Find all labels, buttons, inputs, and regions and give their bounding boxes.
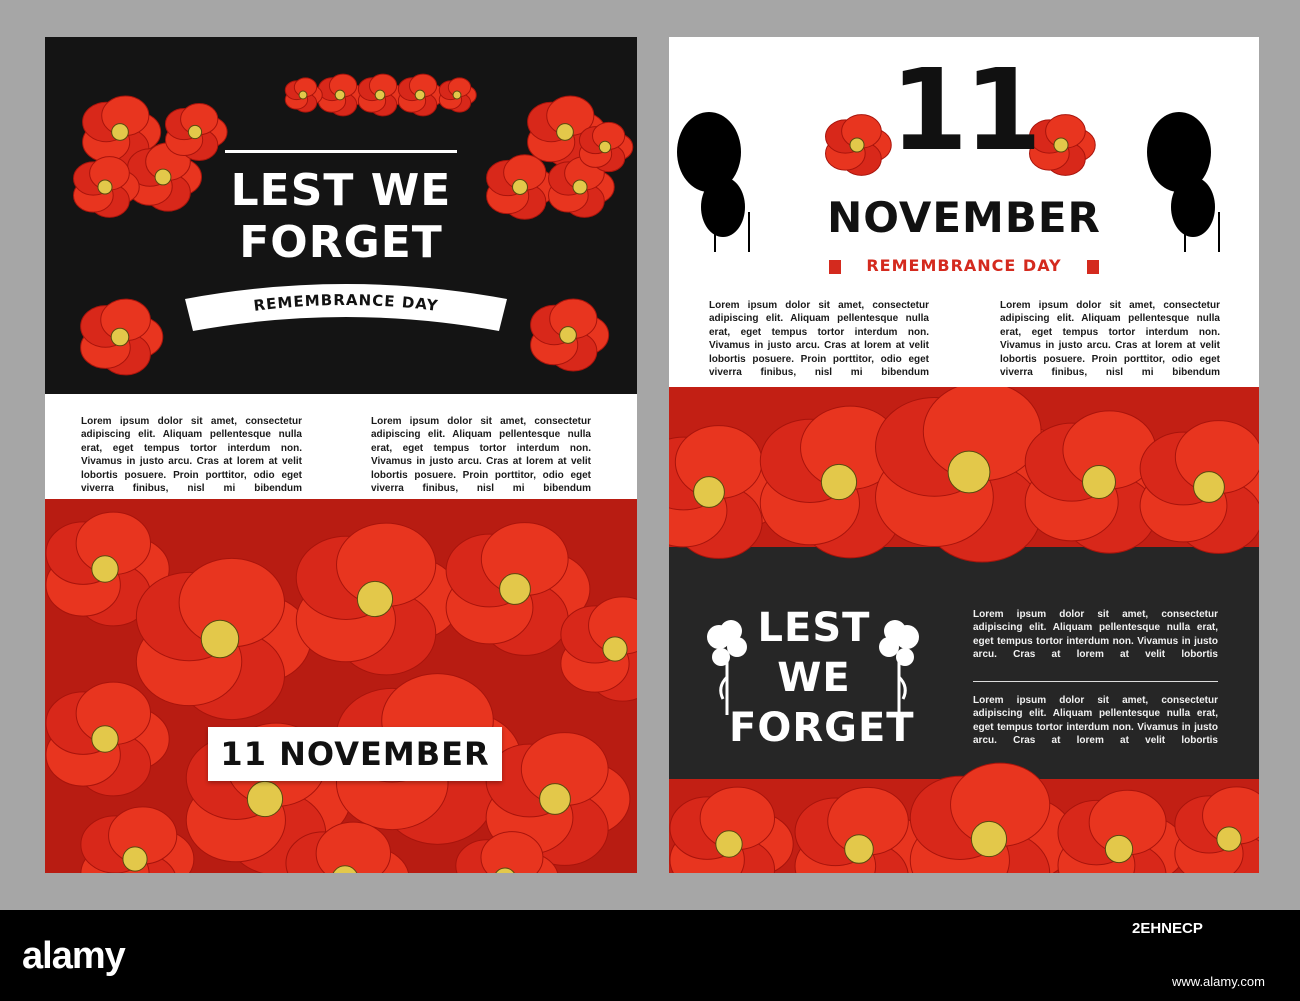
stock-url: www.alamy.com [1172, 974, 1265, 989]
paragraph-2: Lorem ipsum dolor sit amet, consectetur adipiscing elit. Aliquam pellentesque nulla erat, eget tempus tortor interdum non. Vivamus in justo arcu. Cras at lorem at velit lobortis posuere. Proin porttitor, odio eget viverra finibus, nisl mi bibendum [1000, 300, 1220, 379]
poppy-flower [531, 299, 609, 371]
poppy-flower [165, 104, 227, 161]
ribbon-text: REMEMBRANCE DAY [252, 290, 440, 315]
poppy-flower [561, 597, 637, 701]
poppy-silhouette [677, 112, 749, 252]
poppy-flower [81, 299, 163, 375]
poppy-flower [398, 74, 443, 116]
divider [973, 681, 1218, 682]
poster-right [669, 37, 1259, 873]
date-banner-text: 11 NOVEMBER [220, 735, 490, 773]
headline-line1: LEST WE [230, 165, 452, 216]
poppy-silhouette [1147, 112, 1219, 252]
poster-left [45, 37, 637, 873]
headline-line1: LEST [757, 605, 871, 651]
poppy-flower [439, 78, 476, 112]
title-rule [225, 150, 457, 153]
poppy-flower [358, 74, 403, 116]
stock-bar [0, 910, 1300, 1001]
poppy-flower [285, 78, 322, 112]
poppy-garland-middle [669, 387, 1259, 617]
stock-logo: alamy [22, 935, 125, 977]
stock-image-id: 2EHNECP [1132, 920, 1203, 937]
subtitle: REMEMBRANCE DAY [866, 256, 1062, 275]
poppy-flower [579, 122, 632, 171]
paragraph-1: Lorem ipsum dolor sit amet, consectetur adipiscing elit. Aliquam pellentesque nulla erat, eget tempus tortor interdum non. Vivamus in justo arcu. Cras at lorem at velit lobortis posuere. Proin porttitor, odio eget viverra finibus, nisl mi bibendum [709, 300, 929, 379]
headline-line2: FORGET [239, 217, 443, 268]
headline-line2: WE [777, 655, 851, 701]
paragraph-3: Lorem ipsum dolor sit amet, consectetur adipiscing elit. Aliquam pellentesque nulla erat, eget tempus tortor interdum non. Vivamus in justo arcu. Cras at lorem at velit lobortis [973, 609, 1218, 661]
paragraph-1: Lorem ipsum dolor sit amet, consectetur adipiscing elit. Aliquam pellentesque nulla erat, eget tempus tortor interdum non. Vivamus in justo arcu. Cras at lorem at velit lobortis posuere. Proin porttitor, odio eget viverra finibus, nisl mi bibendum [81, 416, 302, 495]
day-number: 11 [890, 46, 1038, 176]
paragraph-2: Lorem ipsum dolor sit amet, consectetur adipiscing elit. Aliquam pellentesque nulla erat, eget tempus tortor interdum non. Vivamus in justo arcu. Cras at lorem at velit lobortis posuere. Proin porttitor, odio eget viverra finibus, nisl mi bibendum [371, 416, 591, 495]
poppy-flower [1140, 421, 1259, 554]
paragraph-4: Lorem ipsum dolor sit amet, consectetur adipiscing elit. Aliquam pellentesque nulla erat, eget tempus tortor interdum non. Vivamus in justo arcu. Cras at lorem at velit lobortis [973, 695, 1218, 747]
poppy-flower [487, 155, 557, 219]
poppy-flower [318, 74, 363, 116]
remembrance-ribbon [181, 269, 511, 349]
poppy-field [45, 499, 637, 873]
poppy-garland-bottom [669, 759, 1259, 873]
month: NOVEMBER [827, 193, 1101, 242]
headline-line3: FORGET [729, 705, 915, 751]
